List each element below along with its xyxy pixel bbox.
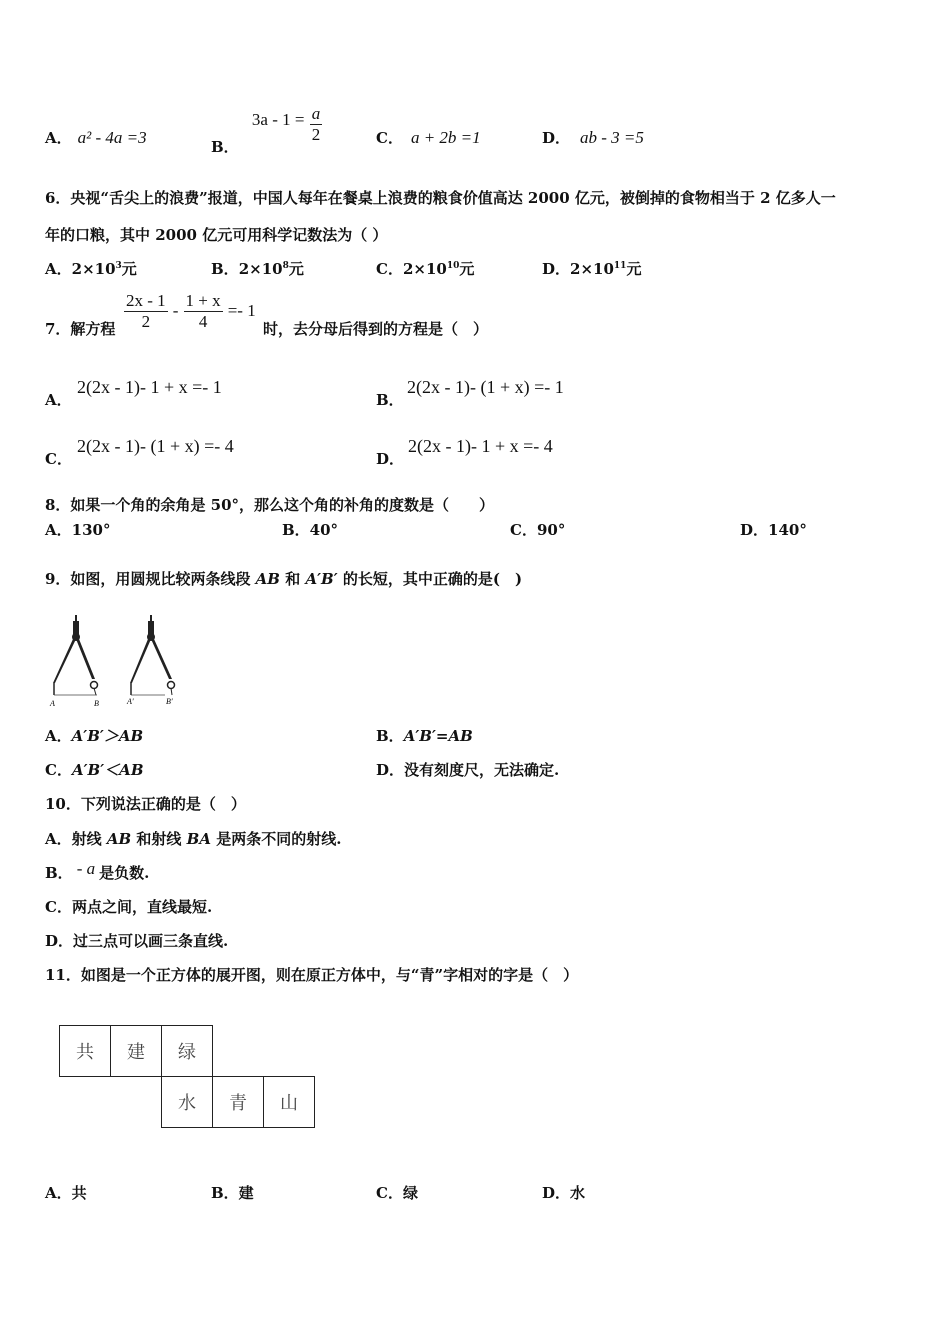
q9-stem: 9．如图，用圆规比较两条线段 AB 和 A′B′ 的长短，其中正确的是( ) xyxy=(45,570,523,588)
q11-option-d[interactable]: D．水 xyxy=(542,1184,586,1202)
q8-stem: 8．如果一个角的余角是 50°，那么这个角的补角的度数是（ ） xyxy=(45,496,495,514)
q5-option-a[interactable]: A． a² - 4a =3 xyxy=(45,128,147,147)
q10-stem: 10．下列说法正确的是（ ） xyxy=(45,795,246,813)
cube-face: 绿 xyxy=(162,1026,213,1077)
label-a-prime: A′ xyxy=(127,697,134,706)
q5-option-b-expr: 3a - 1 = xyxy=(251,109,305,129)
q9-option-c[interactable]: C．A′B′＜AB xyxy=(45,761,144,779)
q6-option-d[interactable]: D．$2\times 10^{11}$元 xyxy=(542,260,642,278)
q8-option-c[interactable]: C．90° xyxy=(510,521,566,539)
q7-equation: $\frac{2x - 1}{2}$ - $\frac{1 + x}{4}$ =- 1 xyxy=(126,291,256,331)
q7-option-a[interactable]: A． xyxy=(45,391,72,409)
q7-fraction-1: $\frac{2x - 1}{2}$ xyxy=(126,291,166,331)
q11-option-c[interactable]: C．绿 xyxy=(376,1184,418,1202)
q6-stem-line2: 年的口粮，其中 2000 亿元可用科学记数法为（ ） xyxy=(45,226,388,244)
q10-option-a[interactable]: A．射线 AB 和射线 BA 是两条不同的射线. xyxy=(45,830,342,848)
compass-1 xyxy=(53,615,98,695)
q9-option-d[interactable]: D．没有刻度尺，无法确定. xyxy=(376,761,560,779)
q6-option-a[interactable]: A．$2\times 10^3$元 xyxy=(45,260,137,278)
q11-option-a[interactable]: A．共 xyxy=(45,1184,87,1202)
q5-option-b-fraction: $\frac{a}{2}$ xyxy=(311,104,321,144)
compass-2 xyxy=(130,615,175,695)
q7-stem-prefix: 7．解方程 xyxy=(45,320,116,338)
cube-face: 共 xyxy=(60,1026,111,1077)
q6-option-b[interactable]: B．$2\times 10^8$元 xyxy=(211,260,304,278)
q5-option-d[interactable]: D． ab - 3 =5 xyxy=(542,128,644,147)
label-b-prime: B′ xyxy=(166,697,173,706)
cube-face: 青 xyxy=(213,1077,264,1128)
q7-option-b[interactable]: B． xyxy=(376,391,404,409)
q7-option-c[interactable]: C． xyxy=(45,450,72,468)
q7-fraction-2: $\frac{1 + x}{4}$ xyxy=(185,291,221,331)
q11-option-b[interactable]: B．建 xyxy=(211,1184,254,1202)
cube-face: 山 xyxy=(264,1077,315,1128)
q6-stem-line1: 6．央视“舌尖上的浪费”报道，中国人每年在餐桌上浪费的粮食价值高达 2000 亿元，被倒掉的食物相当于 2 亿多人一 xyxy=(45,189,836,207)
cube-net xyxy=(59,1025,315,1128)
q9-option-a[interactable]: A．A′B′＞AB xyxy=(45,727,144,745)
q7-option-b-expr: 2(2x - 1)- (1 + x) =- 1 xyxy=(407,377,564,397)
label-a: A xyxy=(50,699,55,708)
q10-option-d[interactable]: D．过三点可以画三条直线. xyxy=(45,932,229,950)
q6-option-c[interactable]: C．$2\times 10^{10}$元 xyxy=(376,260,475,278)
q9-option-b[interactable]: B．A′B′=AB xyxy=(376,727,473,745)
q10-option-b[interactable]: B． - a 是负数. xyxy=(45,859,150,882)
q8-option-b[interactable]: B．40° xyxy=(282,521,339,539)
q10-option-c[interactable]: C．两点之间，直线最短. xyxy=(45,898,213,916)
compass-figure xyxy=(45,615,195,710)
cube-face: 水 xyxy=(162,1077,213,1128)
q7-option-c-expr: 2(2x - 1)- (1 + x) =- 4 xyxy=(77,436,234,456)
q7-option-a-expr: 2(2x - 1)- 1 + x =- 1 xyxy=(77,377,222,397)
q7-option-d-expr: 2(2x - 1)- 1 + x =- 4 xyxy=(408,436,553,456)
q8-option-a[interactable]: A．130° xyxy=(45,521,111,539)
q11-stem: 11．如图是一个正方体的展开图，则在原正方体中，与“青”字相对的字是（ ） xyxy=(45,966,579,984)
q5-option-c[interactable]: C． a + 2b =1 xyxy=(376,128,481,147)
q7-stem-suffix: 时，去分母后得到的方程是（ ） xyxy=(263,320,489,338)
q5-option-a-expr: a² - 4a =3 xyxy=(77,128,147,147)
label-b: B xyxy=(94,699,99,708)
q8-option-d[interactable]: D．140° xyxy=(740,521,807,539)
q5-option-b[interactable]: B． 3a - 1 = $\frac{a}{2}$ xyxy=(211,104,321,156)
q7-option-d[interactable]: D． xyxy=(376,450,405,468)
cube-face: 建 xyxy=(111,1026,162,1077)
